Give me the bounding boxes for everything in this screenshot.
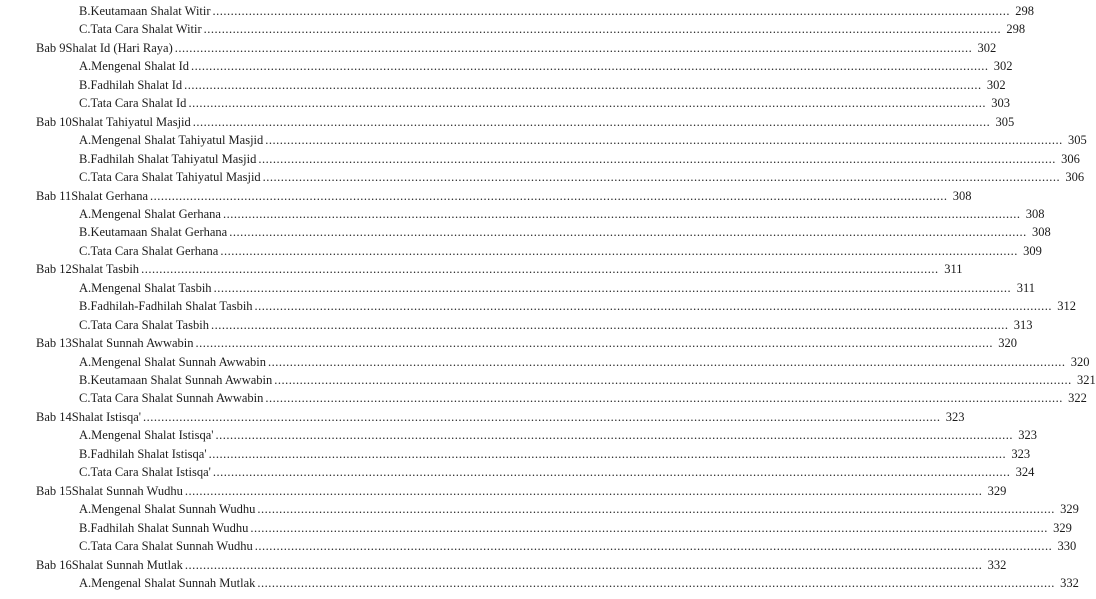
page-number: 332: [987, 557, 1007, 572]
toc-chapter-row: [36, 260, 963, 278]
toc-entry-title: Shalat Sunnah Wudhu: [71, 483, 183, 498]
page-number: 329: [1053, 520, 1072, 535]
toc-section-row: [79, 353, 1090, 371]
dot-leader: ............................................................................................................................................................................................................................: [141, 262, 939, 277]
toc-entry-title: Keutamaan Shalat Gerhana: [90, 225, 228, 240]
toc-entry-title: Mengenal Shalat Tahiyatul Masjid: [91, 133, 264, 148]
toc-section-row: [79, 297, 1077, 315]
toc-section-row: [79, 223, 1051, 241]
toc-section-row: [79, 463, 1035, 481]
page-number: 302: [986, 77, 1006, 92]
dot-leader: ............................................................................................................................................................................................................................: [268, 354, 1066, 369]
dot-leader: ............................................................................................................................................................................................................................: [212, 465, 1011, 480]
section-letter: B.: [79, 77, 91, 92]
toc-section-row: [79, 2, 1035, 20]
section-letter: C.: [79, 465, 91, 480]
chapter-label: Bab 9: [36, 40, 66, 55]
page-number: 298: [1006, 22, 1026, 37]
page-number: 306: [1061, 151, 1080, 166]
dot-leader: ............................................................................................................................................................................................................................: [254, 299, 1053, 314]
section-letter: B.: [79, 299, 91, 314]
toc-entry-title: Keutamaan Shalat Witir: [90, 4, 211, 18]
section-letter: C.: [79, 391, 91, 406]
dot-leader: ............................................................................................................................................................................................................................: [229, 225, 1027, 240]
dot-leader: ............................................................................................................................................................................................................................: [265, 391, 1063, 406]
dot-leader: ............................................................................................................................................................................................................................: [250, 520, 1048, 535]
toc-chapter-row: [36, 39, 997, 57]
toc-section-row: [79, 279, 1036, 297]
section-letter: A.: [79, 354, 92, 369]
section-letter: B.: [79, 225, 91, 240]
page-number: 309: [1023, 243, 1042, 258]
toc-entry-title: Mengenal Shalat Sunnah Awwabin: [91, 354, 267, 369]
toc-entry-title: Tata Cara Shalat Gerhana: [90, 243, 219, 258]
chapter-label: Bab 14: [36, 409, 72, 424]
toc-section-row: [79, 57, 1013, 75]
page-number: 313: [1013, 317, 1033, 332]
dot-leader: ............................................................................................................................................................................................................................: [174, 40, 973, 55]
chapter-label: Bab 10: [36, 114, 72, 129]
toc-section-row: [79, 76, 1006, 94]
chapter-label: Bab 12: [36, 262, 72, 277]
chapter-label: Bab 11: [36, 188, 72, 203]
dot-leader: ............................................................................................................................................................................................................................: [208, 446, 1007, 461]
toc-entry-title: Mengenal Shalat Tasbih: [91, 280, 212, 295]
page-number: 312: [1057, 299, 1077, 314]
page-number: 323: [945, 409, 965, 424]
toc-entry-title: Mengenal Shalat Sunnah Mutlak: [91, 575, 256, 590]
page-number: 311: [944, 262, 963, 277]
toc-entry-title: Tata Cara Shalat Sunnah Wudhu: [90, 539, 253, 554]
toc-section-row: [79, 574, 1079, 592]
section-letter: C.: [79, 22, 91, 37]
toc-entry-title: Shalat Istisqa': [71, 409, 142, 424]
section-letter: C.: [79, 96, 91, 111]
toc-section-row: [79, 94, 1010, 112]
dot-leader: ............................................................................................................................................................................................................................: [262, 170, 1061, 185]
section-letter: C.: [79, 243, 91, 258]
toc-entry-title: Fadhilah Shalat Sunnah Wudhu: [90, 520, 249, 535]
toc-entry-title: Shalat Tahiyatul Masjid: [71, 114, 191, 129]
dot-leader: ............................................................................................................................................................................................................................: [188, 96, 986, 111]
toc-entry-title: Mengenal Shalat Sunnah Wudhu: [91, 502, 256, 517]
dot-leader: ............................................................................................................................................................................................................................: [212, 4, 1011, 18]
page-number: 329: [1060, 502, 1079, 517]
dot-leader: ............................................................................................................................................................................................................................: [184, 77, 982, 92]
page-number: 306: [1065, 170, 1085, 185]
section-letter: B.: [79, 520, 91, 535]
dot-leader: ............................................................................................................................................................................................................................: [213, 280, 1012, 295]
dot-leader: ............................................................................................................................................................................................................................: [203, 22, 1002, 37]
section-letter: A.: [79, 280, 92, 295]
page-number: 303: [991, 96, 1010, 111]
section-letter: A.: [79, 502, 92, 517]
page-number: 332: [1060, 575, 1079, 590]
toc-entry-title: Shalat Tasbih: [71, 262, 140, 277]
toc-chapter-row: [36, 408, 965, 426]
toc-entry-title: Shalat Gerhana: [71, 188, 148, 203]
toc-section-row: [79, 316, 1033, 334]
toc-section-row: [79, 371, 1096, 389]
dot-leader: ............................................................................................................................................................................................................................: [258, 151, 1056, 166]
toc-section-row: [79, 131, 1087, 149]
toc-section-row: [79, 205, 1045, 223]
page-number: 311: [1016, 280, 1036, 295]
section-letter: A.: [79, 59, 92, 74]
toc-section-row: [79, 537, 1077, 555]
page-number: 323: [1018, 428, 1038, 443]
page-number: 302: [993, 59, 1013, 74]
dot-leader: ............................................................................................................................................................................................................................: [220, 243, 1018, 258]
toc-entry-title: Shalat Sunnah Awwabin: [71, 336, 194, 351]
toc-entry-title: Mengenal Shalat Id: [91, 59, 190, 74]
toc-chapter-row: [36, 556, 1007, 574]
dot-leader: ............................................................................................................................................................................................................................: [222, 206, 1021, 221]
dot-leader: ............................................................................................................................................................................................................................: [143, 409, 941, 424]
dot-leader: ............................................................................................................................................................................................................................: [191, 59, 989, 74]
toc-entry-title: Mengenal Shalat Gerhana: [91, 206, 221, 221]
toc-entry-title: Tata Cara Shalat Tasbih: [90, 317, 209, 332]
dot-leader: ............................................................................................................................................................................................................................: [184, 483, 983, 498]
section-letter: A.: [79, 575, 92, 590]
toc-section-row: [79, 168, 1085, 186]
toc-chapter-row: [36, 482, 1007, 500]
toc-entry-title: Shalat Id (Hari Raya): [65, 40, 173, 55]
dot-leader: ............................................................................................................................................................................................................................: [192, 114, 991, 129]
page-number: 308: [1025, 206, 1045, 221]
toc-section-row: [79, 519, 1072, 537]
dot-leader: ............................................................................................................................................................................................................................: [215, 428, 1014, 443]
toc-entry-title: Fadhilah Shalat Tahiyatul Masjid: [90, 151, 257, 166]
dot-leader: ............................................................................................................................................................................................................................: [184, 557, 983, 572]
page-number: 322: [1068, 391, 1087, 406]
toc-chapter-row: [36, 334, 1018, 352]
page-number: 308: [952, 188, 972, 203]
page-number: 305: [995, 114, 1015, 129]
chapter-label: Bab 15: [36, 483, 72, 498]
toc-section-row: [79, 150, 1080, 168]
section-letter: A.: [79, 133, 92, 148]
toc-section-row: [79, 500, 1079, 518]
toc-entry-title: Fadhilah Shalat Id: [90, 77, 183, 92]
chapter-label: Bab 16: [36, 557, 72, 572]
toc-chapter-row: [36, 113, 1015, 131]
dot-leader: ............................................................................................................................................................................................................................: [150, 188, 948, 203]
section-letter: A.: [79, 206, 92, 221]
section-letter: C.: [79, 170, 91, 185]
toc-chapter-row: [36, 187, 972, 205]
toc-entry-title: Tata Cara Shalat Tahiyatul Masjid: [90, 170, 261, 185]
toc-section-row: [79, 389, 1087, 407]
dot-leader: ............................................................................................................................................................................................................................: [195, 336, 994, 351]
toc-section-row: [79, 426, 1038, 444]
toc-section-row: [79, 20, 1026, 38]
page-number: 323: [1011, 446, 1031, 461]
dot-leader: ............................................................................................................................................................................................................................: [257, 502, 1055, 517]
toc-section-row: [79, 445, 1031, 463]
dot-leader: ............................................................................................................................................................................................................................: [274, 373, 1072, 387]
toc-entry-title: Tata Cara Shalat Witir: [90, 22, 202, 37]
toc-entry-title: Keutamaan Shalat Sunnah Awwabin: [90, 373, 273, 387]
toc-entry-title: Tata Cara Shalat Istisqa': [90, 465, 211, 480]
section-letter: B.: [79, 4, 91, 18]
toc-entry-title: Tata Cara Shalat Id: [90, 96, 187, 111]
page-number: 324: [1015, 465, 1035, 480]
section-letter: B.: [79, 151, 91, 166]
chapter-label: Bab 13: [36, 336, 72, 351]
dot-leader: ............................................................................................................................................................................................................................: [254, 539, 1053, 554]
page-number: 320: [998, 336, 1018, 351]
toc-entry-title: Mengenal Shalat Istisqa': [91, 428, 214, 443]
page-number: 320: [1070, 354, 1090, 369]
page-number: 302: [977, 40, 997, 55]
toc-entry-title: Fadhilah Shalat Istisqa': [90, 446, 207, 461]
section-letter: C.: [79, 317, 91, 332]
page-number: 330: [1057, 539, 1077, 554]
toc-entry-title: Tata Cara Shalat Sunnah Awwabin: [90, 391, 264, 406]
toc-section-row: [79, 242, 1042, 260]
page-number: 298: [1015, 4, 1035, 18]
toc-entry-title: Shalat Sunnah Mutlak: [71, 557, 183, 572]
section-letter: C.: [79, 539, 91, 554]
page-number: 308: [1031, 225, 1051, 240]
section-letter: B.: [79, 373, 91, 387]
dot-leader: ............................................................................................................................................................................................................................: [210, 317, 1009, 332]
page-number: 305: [1068, 133, 1087, 148]
page-number: 329: [987, 483, 1007, 498]
section-letter: B.: [79, 446, 91, 461]
dot-leader: ............................................................................................................................................................................................................................: [265, 133, 1063, 148]
toc-entry-title: Fadhilah-Fadhilah Shalat Tasbih: [90, 299, 253, 314]
page-number: 321: [1077, 373, 1096, 387]
section-letter: A.: [79, 428, 92, 443]
dot-leader: ............................................................................................................................................................................................................................: [257, 575, 1055, 590]
